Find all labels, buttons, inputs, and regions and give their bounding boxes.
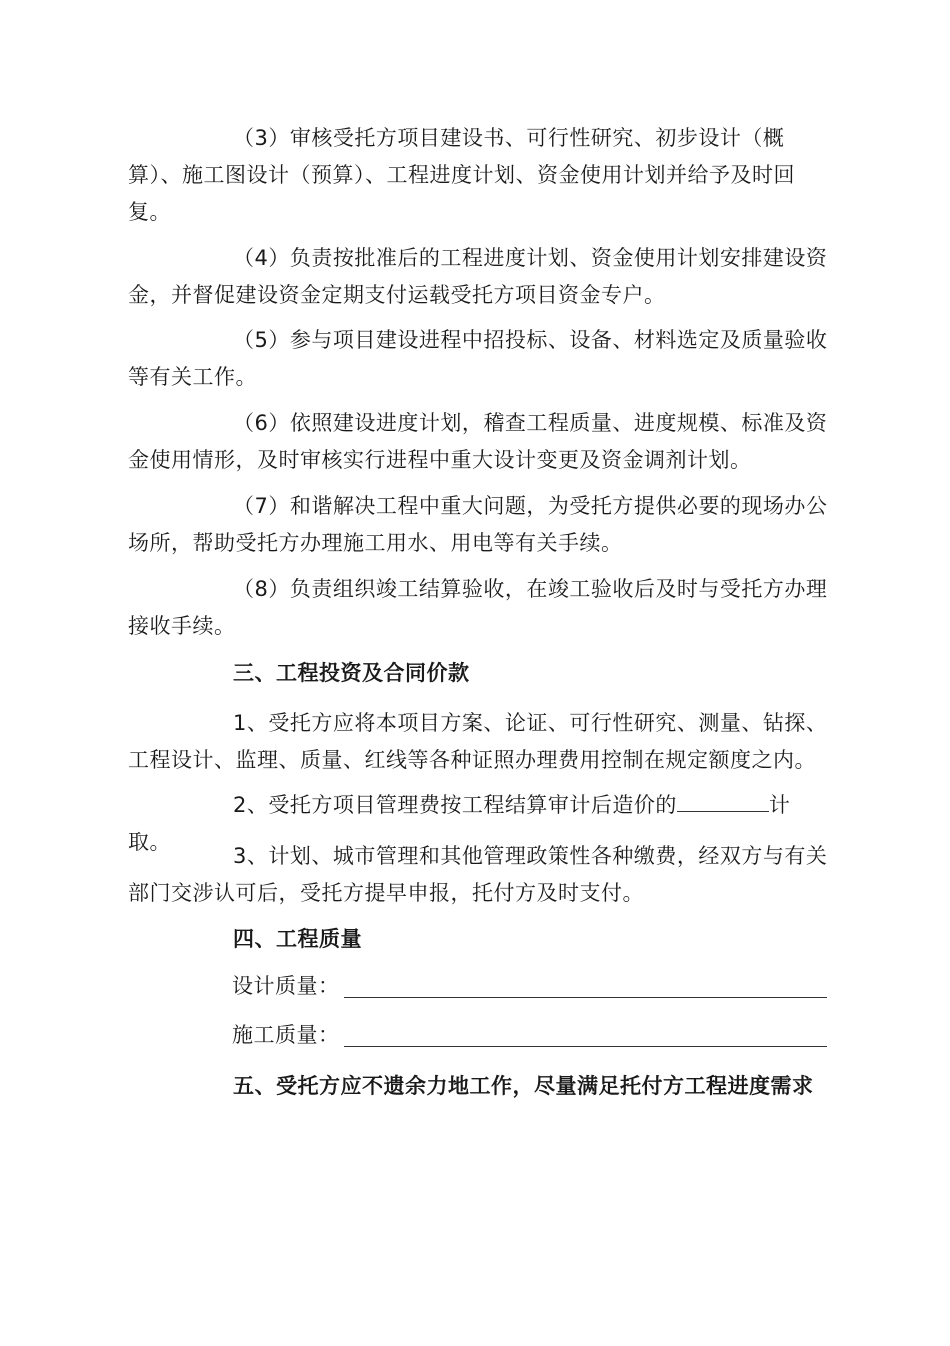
section-5-heading: 五、受托方应不遗余力地工作，尽量满足托付方工程进度需求: [233, 1074, 814, 1098]
design-quality-field[interactable]: [344, 997, 827, 998]
design-quality-row: [232, 971, 832, 1001]
fee-blank-field[interactable]: [677, 793, 769, 812]
paragraph-8: （8）负责组织竣工结算验收，在竣工验收后及时与受托方办理接收手续。: [128, 577, 828, 638]
item-2-text-before: 2、受托方项目管理费按工程结算审计后造价的: [233, 793, 677, 817]
paragraph-3: （3）审核受托方项目建设书、可行性研究、初步设计（概算）、施工图设计（预算）、工程进度计划、资金使用计划并给予及时回复。: [128, 126, 795, 224]
section-4-heading: 四、工程质量: [233, 927, 362, 951]
section-3-item-3: 3、计划、城市管理和其他管理政策性各种缴费，经双方与有关部门交涉认可后，受托方提早申报，托付方及时支付。: [128, 844, 828, 905]
construction-quality-field[interactable]: [344, 1046, 827, 1047]
construction-quality-label: 施工质量：: [232, 1023, 340, 1047]
construction-quality-row: [232, 1020, 832, 1050]
design-quality-label: 设计质量：: [232, 974, 340, 998]
paragraph-5: （5）参与项目建设进程中招投标、设备、材料选定及质量验收等有关工作。: [128, 328, 828, 389]
paragraph-6: （6）依照建设进度计划，稽查工程质量、进度规模、标准及资金使用情形，及时审核实行进程中重大设计变更及资金调剂计划。: [128, 411, 828, 472]
paragraph-4: （4）负责按批准后的工程进度计划、资金使用计划安排建设资金，并督促建设资金定期支付运载受托方项目资金专户。: [128, 246, 828, 307]
section-3-heading: 三、工程投资及合同价款: [233, 661, 470, 685]
paragraph-7: （7）和谐解决工程中重大问题，为受托方提供必要的现场办公场所，帮助受托方办理施工用水、用电等有关手续。: [128, 494, 828, 555]
section-3-item-1: 1、受托方应将本项目方案、论证、可行性研究、测量、钻探、工程设计、监理、质量、红线等各种证照办理费用控制在规定额度之内。: [128, 711, 828, 772]
item-2-text-after: 计取。: [128, 793, 791, 854]
